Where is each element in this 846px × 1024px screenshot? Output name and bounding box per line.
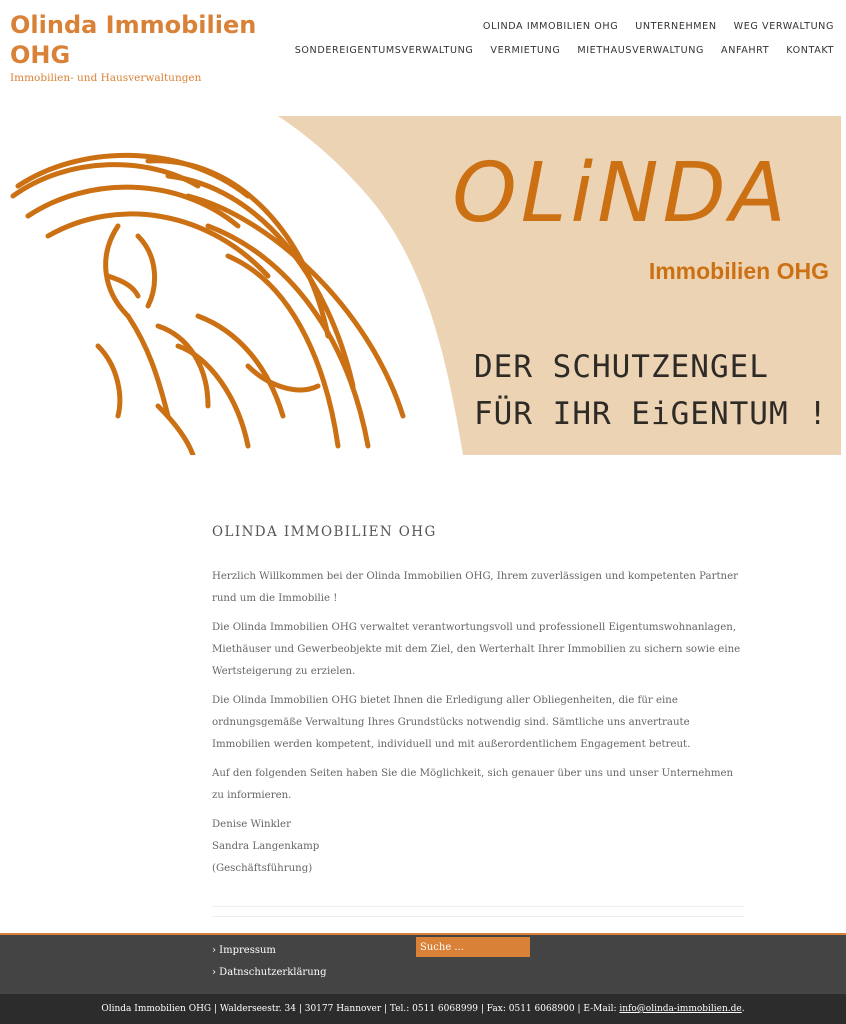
nav-item-kontakt[interactable]: KONTAKT: [786, 44, 834, 56]
page-title: OLINDA IMMOBILIEN OHG: [212, 524, 437, 540]
signature-name-1: Denise Winkler: [212, 819, 291, 830]
site-header: [0, 0, 846, 110]
main-content: [212, 524, 744, 880]
footer-contact-suffix: .: [741, 1004, 745, 1014]
content-divider: [212, 916, 744, 917]
angel-illustration: [13, 155, 403, 455]
paragraph-informieren: Auf den folgenden Seiten haben Sie die Möglichkeit, sich genauer über uns und unser Unternehmen zu informieren.: [212, 768, 734, 801]
banner-slogan-line-2: FÜR IHR EiGENTUM !: [474, 396, 828, 432]
paragraph-obliegenheiten: Die Olinda Immobilien OHG bietet Ihnen die Erledigung aller Obliegenheiten, die für eine ordnungsgemäße Verwaltung Ihres Grundstücks notwendig sind. Sämtliche uns anvertraute Immobilien werden kompetent, individuell und mit außerordentlichem Engagement betreut.: [212, 695, 691, 750]
signature-name-2: Sandra Langenkamp: [212, 841, 320, 852]
footer-links: [212, 940, 327, 984]
nav-item-olinda-immobilien-ohg[interactable]: OLINDA IMMOBILIEN OHG: [482, 20, 619, 32]
banner-subtitle: Immobilien OHG: [648, 258, 829, 284]
banner-slogan-line-1: DER SCHUTZENGEL: [474, 349, 769, 385]
nav-row-2: [274, 38, 834, 62]
footer-contact-text: Olinda Immobilien OHG | Walderseestr. 34 | 30177 Hannover | Tel.: 0511 6068999 | Fax: 0511 6068900 | E-Mail:: [101, 1004, 620, 1014]
hero-banner: [8, 116, 841, 455]
banner-brand-logo: OLiNDA: [452, 146, 790, 241]
site-title[interactable]: Olinda Immobilien OHG: [10, 11, 257, 69]
footer-link-datenschutz[interactable]: › Datnschutzerklärung: [212, 967, 327, 978]
nav-item-anfahrt[interactable]: ANFAHRT: [721, 44, 770, 56]
main-nav: [274, 14, 834, 62]
footer-bottom-bar: [0, 994, 846, 1024]
nav-item-miethausverwaltung[interactable]: MIETHAUSVERWALTUNG: [577, 44, 705, 56]
footer-link-impressum[interactable]: › Impressum: [212, 945, 276, 956]
paragraph-welcome: Herzlich Willkommen bei der Olinda Immobilien OHG, Ihrem zuverlässigen und kompetenten Partner rund um die Immobilie !: [212, 571, 739, 604]
search-input[interactable]: [416, 937, 530, 957]
nav-row-1: [274, 14, 834, 38]
nav-item-sondereigentumsverwaltung[interactable]: SONDEREIGENTUMSVERWALTUNG: [294, 44, 474, 56]
paragraph-verwaltung: Die Olinda Immobilien OHG verwaltet verantwortungsvoll und professionell Eigentumswohnanlagen, Miethäuser und Gewerbeobjekte mit dem Ziel, den Werterhalt Ihrer Immobilien zu sichern sowie eine Wertsteigerung zu erzielen.: [212, 622, 741, 677]
nav-item-unternehmen[interactable]: UNTERNEHMEN: [635, 20, 717, 32]
footer-widgets: [0, 933, 846, 994]
nav-item-weg-verwaltung[interactable]: WEG VERWALTUNG: [733, 20, 834, 32]
signature-block: [212, 814, 744, 880]
nav-item-vermietung[interactable]: VERMIETUNG: [490, 44, 561, 56]
banner-slogan: [474, 344, 834, 438]
signature-role: (Geschäftsführung): [212, 863, 313, 874]
site-tagline: Immobilien- und Hausverwaltungen: [10, 72, 202, 84]
footer-email-link[interactable]: info@olinda-immobilien.de: [619, 1004, 742, 1014]
content-divider: [212, 906, 744, 907]
